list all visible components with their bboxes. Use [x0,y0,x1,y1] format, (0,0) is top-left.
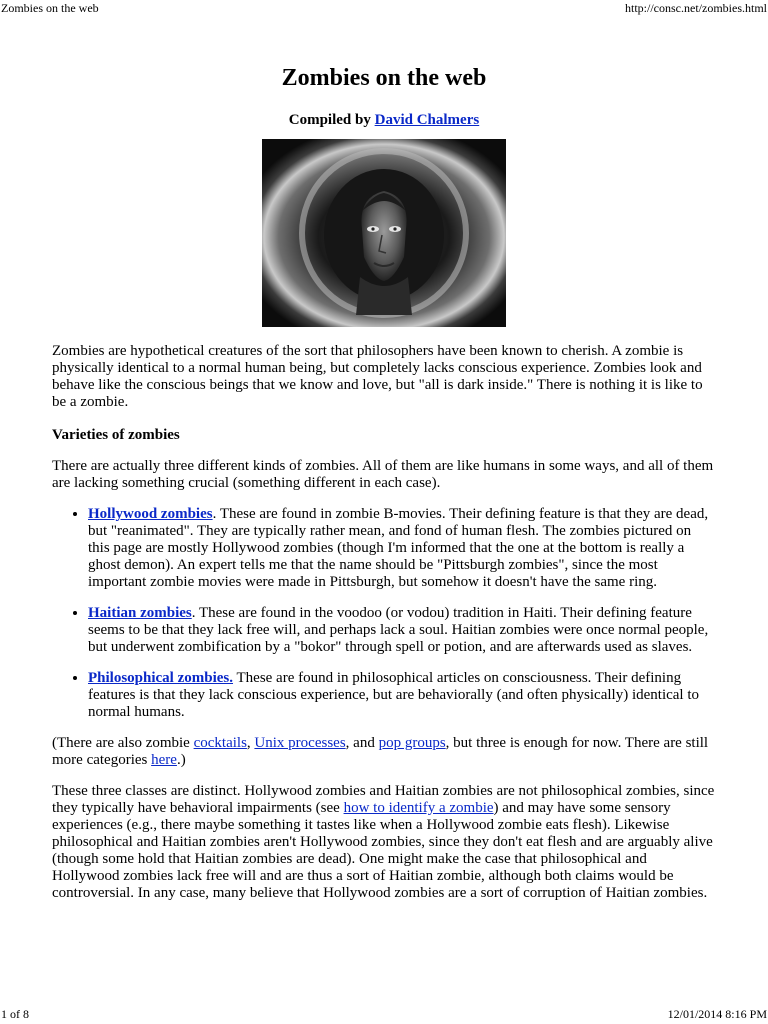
distinct-paragraph [52,783,716,902]
also-text-5: .) [176,752,186,768]
cocktails-link[interactable]: cocktails [193,735,247,751]
more-categories-link[interactable]: here [151,752,177,768]
identify-zombie-link[interactable]: how to identify a zombie [343,800,494,816]
haitian-zombies-link[interactable]: Haitian zombies [88,605,192,621]
also-text-1: (There are also zombie [52,735,194,751]
byline [52,110,716,130]
also-text-3: , and [345,735,379,751]
distinct-text-2: ) and may have some sensory experiences (e.g., there maybe something it tastes like when a Hollywood zombie eats flesh). Likewise philosophical and Haitian zombies aren't Hollywood zombies, since they don't eat flesh and are arguably alive (though some hold that Haitian zombies are dead). One might make the case that philosophical and Hollywood zombies lack free will and are thus a sort of Haitian zombie, although both claims would be controversial. In any case, many believe that Hollywood zombies are a sort of corruption of Haitian zombies. [52,800,713,901]
page-content [52,60,716,902]
byline-prefix: Compiled by [288,112,375,128]
print-header-title: Zombies on the web [1,1,99,15]
intro-paragraph: Zombies are hypothetical creatures of the sort that philosophers have been known to cherish. A zombie is physically identical to a normal human being, but completely lacks conscious experience. Zombies look and behave like the conscious beings that we know and love, but "all is dark inside." There is nothing it is like to be a zombie. [52,343,703,410]
list-item [88,670,716,721]
hollywood-zombies-link[interactable]: Hollywood zombies [88,506,213,522]
list-item-text: . These are found in zombie B-movies. Their defining feature is that they are dead, but "reanimated". They are typically rather mean, and fond of human flesh. The zombies pictured on this page are mostly Hollywood zombies (though I'm informed that the one at the bottom is really a ghost demon). An expert tells me that the name should be "Pittsburgh zombies", since the most important zombie movies were made in Pittsburgh, but somehow it doesn't have the same ring. [88,506,709,590]
pop-groups-link[interactable]: pop groups [378,735,446,751]
varieties-heading: Varieties of zombies [52,427,180,443]
print-footer-datetime: 12/01/2014 8:16 PM [667,1007,767,1021]
author-link[interactable]: David Chalmers [374,112,480,128]
list-item [88,605,716,656]
list-item [88,506,716,591]
print-header-url: http://consc.net/zombies.html [625,1,767,15]
zombie-kinds-list [52,506,716,721]
also-paragraph [52,735,716,769]
unix-processes-link[interactable]: Unix processes [254,735,346,751]
figure-container [52,139,716,327]
distinct-text-1: These three classes are distinct. Hollywood zombies and Haitian zombies are not philosophical zombies, since they typically have behavioral impairments (see [52,783,715,816]
also-text-2: , [246,735,255,751]
page-title: Zombies on the web [281,65,487,91]
philosophical-zombies-link[interactable]: Philosophical zombies. [88,670,234,686]
list-item-text: These are found in philosophical articles on consciousness. Their defining features is that they lack conscious experience, but are behaviorally (and often physically) identical to normal humans. [88,670,700,720]
list-item-text: . These are found in the voodoo (or vodou) tradition in Haiti. Their defining feature seems to be that they lack free will, and perhaps lack a soul. Haitian zombies were once normal people, but underwent zombification by a "bokor" through spell or potion, and are afterwards used as slaves. [88,605,709,655]
also-text-4: , but three is enough for now. There are still more categories [52,735,709,768]
zombie-illustration [262,139,506,327]
zombie-face-image [262,139,506,327]
print-footer-page: 1 of 8 [1,1007,29,1021]
varieties-intro: There are actually three different kinds of zombies. All of them are like humans in some ways, and all of them are lacking something crucial (something different in each case). [52,458,714,491]
